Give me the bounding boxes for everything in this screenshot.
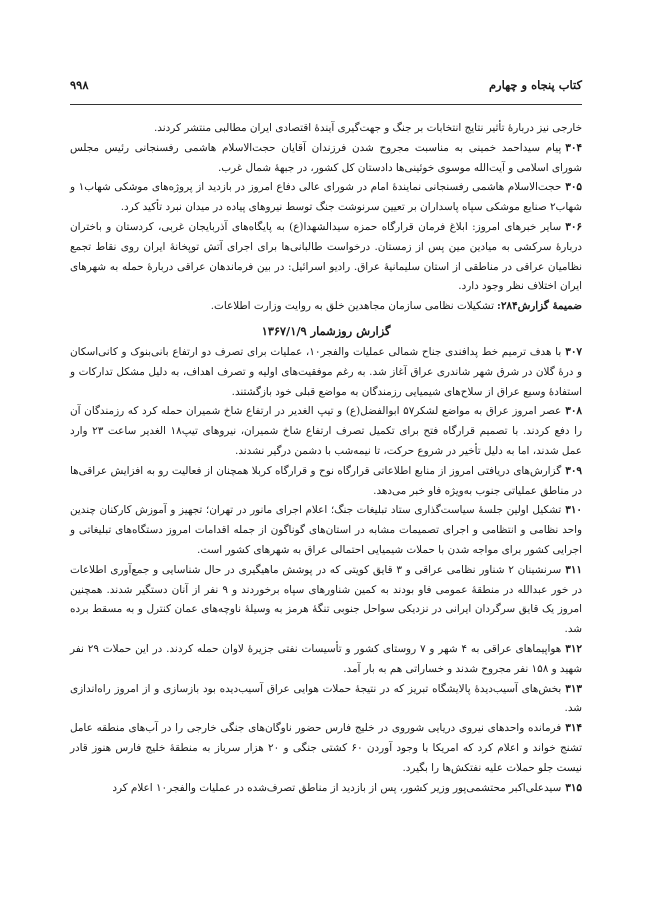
entry-text: پیام سیداحمد خمینی به مناسبت مجروح شدن فرزندان آقایان حجت‌الاسلام هاشمی رفسنجانی رئیس مجلس شورای اسلامی و آیت‌الله موسوی خوئینی‌ها دادستان کل کشور، در جبههٔ شمال غرب. — [70, 141, 582, 174]
entry-text: فرمانده واحدهای نیروی دریایی شوروی در خلیج فارس حضور ناوگان‌های جنگی خارجی را در آب‌های منطقه عامل تشنج خواند و اعلام کرد که امریکا با وجود آوردن ۶۰ کشتی جنگی و ۲۰ هزار سرباز به منطقهٔ خلیج فارس هنوز قادر نیست جلو حملات علیه نفتکش‌ها را بگیرد. — [70, 722, 582, 774]
page-header — [70, 78, 582, 100]
entry-text: سرنشینان ۲ شناور نظامی عراقی و ۳ قایق کویتی که در پوشش ماهیگیری در حال شناسایی و جمع‌آوری اطلاعات در خور عبدالله در منطقهٔ عمومی فاو بودند به کمین شناورهای سپاه برخوردند و ۹ نفر از آنان دستگیر شدند. همچنین امروز یک قایق سرگردان ایرانی در نزدیکی سواحل جنوبی تنگهٔ هرمز به وسیلهٔ ناوچه‌های عمان کنترل و به مسقط برده شد. — [70, 563, 583, 636]
entry-text: تشکیل اولین جلسهٔ سیاست‌گذاری ستاد تبلیغات جنگ؛ اعلام اجرای مانور در تهران؛ تجهیز و آموزش کارکنان چندین واحد نظامی و انتظامی و اجرای تصمیمات مشابه در استان‌های گوناگون از جمله اقدامات امروز دستگاه‌های تبلیغاتی و اجرایی کشور برای مواجه شدن با حملات شیمیایی احتمالی عراق به شهرهای کشور است. — [70, 504, 582, 556]
entry-number: ۳۰۵ — [565, 181, 582, 194]
entry-text: حجت‌الاسلام هاشمی رفسنجانی نمایندهٔ امام در شورای عالی دفاع امروز در بازدید از پروژه‌های موشکی شهاب۱ و شهاب۲ صنایع موشکی سپاه پاسداران بر تعیین سرنوشت جنگ توسط نیروهای پیاده در میدان نبرد تأکید کرد. — [70, 181, 582, 214]
appendix-label: ضمیمهٔ گزارش۲۸۴: — [496, 300, 582, 313]
entry-number: ۳۰۶ — [565, 220, 582, 233]
appendix-note — [70, 297, 582, 317]
entry-305 — [70, 178, 582, 218]
entry-304 — [70, 139, 582, 179]
page-body — [70, 119, 582, 798]
entry-number: ۳۱۵ — [565, 781, 582, 794]
entry-311 — [70, 561, 582, 640]
entry-313 — [70, 680, 582, 720]
entry-number: ۳۰۴ — [565, 141, 582, 154]
entry-315 — [70, 779, 582, 799]
entry-308 — [70, 402, 582, 461]
entry-307 — [70, 343, 582, 402]
entry-text: گزارش‌های دریافتی امروز از منابع اطلاعاتی قرارگاه نوح و قرارگاه کربلا همچنان از فعالیت رو به افزایش عراقی‌ها در مناطق عملیاتی جنوب به‌ویژه فاو خبر می‌دهد. — [70, 464, 582, 497]
entry-number: ۳۱۳ — [565, 682, 582, 695]
entry-number: ۳۱۴ — [565, 722, 582, 735]
entry-number: ۳۱۰ — [565, 504, 582, 517]
book-title: کتاب پنجاه و چهارم — [488, 78, 582, 92]
entry-text: سیدعلی‌اکبر محتشمی‌پور وزیر کشور، پس از بازدید از مناطق تصرف‌شده در عملیات والفجر۱۰ اعلام کرد — [112, 781, 562, 794]
entry-number: ۳۰۷ — [565, 345, 582, 358]
entry-number: ۳۱۲ — [565, 642, 583, 655]
entry-number: ۳۰۸ — [565, 405, 582, 418]
header-divider — [70, 104, 582, 105]
continuation-paragraph: خارجی نیز دربارهٔ تأثیر نتایج انتخابات بر جنگ و جهت‌گیری آیندهٔ اقتصادی ایران مطالبی منتشر کردند. — [153, 122, 582, 134]
entry-312 — [70, 640, 582, 680]
entry-314 — [70, 719, 582, 778]
appendix-text: تشکیلات نظامی سازمان مجاهدین خلق به روایت وزارت اطلاعات. — [210, 300, 494, 313]
entry-310 — [70, 501, 582, 560]
entry-text: سایر خبرهای امروز: ابلاغ فرمان قرارگاه حمزه سیدالشهدا(ع) به پایگاه‌های آذربایجان غربی، کردستان و باختران دربارهٔ سرکشی به میادین مین پس از زمستان. درخواست طالبانی‌ها برای اجرای آتش توپخانهٔ ایران روی نقاط تجمع نظامیان عراقی در مناطقی از استان سلیمانیهٔ عراق. رادیو اسرائیل: در بین فرماندهان عراقی دربارهٔ حمله به شهرهای ایران اختلاف نظر وجود دارد. — [70, 220, 582, 293]
entry-309 — [70, 462, 582, 502]
entry-306 — [70, 218, 582, 297]
entry-number: ۳۰۹ — [565, 464, 582, 477]
entry-text: بخش‌های آسیب‌دیدهٔ پالایشگاه تبریز که در نتیجهٔ حملات هوایی عراق آسیب‌دیده بود بازسازی و از امروز راه‌اندازی شد. — [70, 682, 582, 715]
page-number: ۹۹۸ — [70, 78, 89, 92]
entry-text: هواپیماهای عراقی به ۴ شهر و ۷ روستای کشور و تأسیسات نفتی جزیرهٔ لاوان حمله کردند. در این حملات ۲۹ نفر شهید و ۱۵۸ نفر مجروح شدند و خساراتی هم به بار آمد. — [70, 642, 582, 675]
entry-text: با هدف ترمیم خط پدافندی جناح شمالی عملیات والفجر۱۰، عملیات برای تصرف دو ارتفاع بانی‌بنوک و کانی‌اسکان و درهٔ گلان در شرق شهر شاندری عراق آغاز شد. به رغم موفقیت‌های اولیه و تصرف اهداف، به دلیل مشکل تدارکات و استفادهٔ وسیع عراق از سلاح‌های شیمیایی رزمندگان به مواضع قبلی خود بازگشتند. — [70, 345, 582, 398]
report-title: گزارش روزشمار ۱۳۶۷/۱/۹ — [261, 323, 391, 338]
entry-text: عصر امروز عراق به مواضع لشکر۵۷ ابوالفضل(ع) و تیپ الغدیر در ارتفاع شاخ شمیران حمله کرد که رزمندگان آن را دفع کردند. با تصمیم قرارگاه فتح برای تکمیل تصرف ارتفاع شاخ شمیران، نیروهای تیپ۱۸ الغدیر ساعت ۲۳ وارد عمل شدند، اما به دلیل تأخیر در شروع حرکت، تا نیمه‌شب با دشمن درگیر نشدند. — [70, 405, 582, 457]
entry-number: ۳۱۱ — [565, 563, 582, 576]
